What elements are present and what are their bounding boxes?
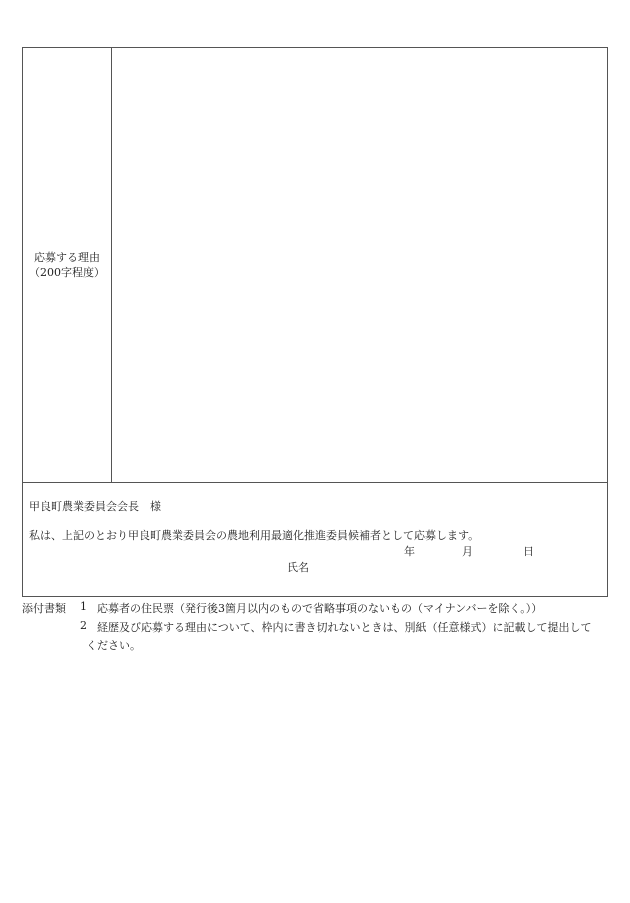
attachment-item: 経歴及び応募する理由について、枠内に書き切れないときは、別紙（任意様式）に記載して提出して [97, 621, 592, 634]
addressee: 甲良町農業委員会会長 様 [29, 500, 161, 513]
application-form-table [22, 47, 608, 597]
declaration-statement: 私は、上記のとおり甲良町農業委員会の農地利用最適化推進委員候補者として応募します。 [29, 529, 480, 542]
reason-length-note: （200字程度） [29, 266, 105, 279]
reason-label: 応募する理由 [34, 251, 100, 264]
name-field[interactable]: 氏名 [287, 561, 309, 574]
declaration-section [23, 483, 607, 596]
attachment-item-continuation: ください。 [86, 639, 141, 652]
reason-label-cell [23, 48, 112, 482]
date-day-field[interactable]: 日 [523, 545, 534, 558]
reason-entry-field[interactable] [112, 48, 607, 482]
reason-row [23, 48, 607, 483]
attachment-number: 2 [80, 619, 87, 632]
attachments-heading: 添付書類 [22, 602, 66, 615]
date-month-field[interactable]: 月 [462, 545, 473, 558]
attachment-number: 1 [80, 600, 87, 613]
date-year-field[interactable]: 年 [404, 545, 415, 558]
attachment-item: 応募者の住民票（発行後3箇月以内のもので省略事項のないもの（マイナンバーを除く。）） [97, 602, 543, 615]
